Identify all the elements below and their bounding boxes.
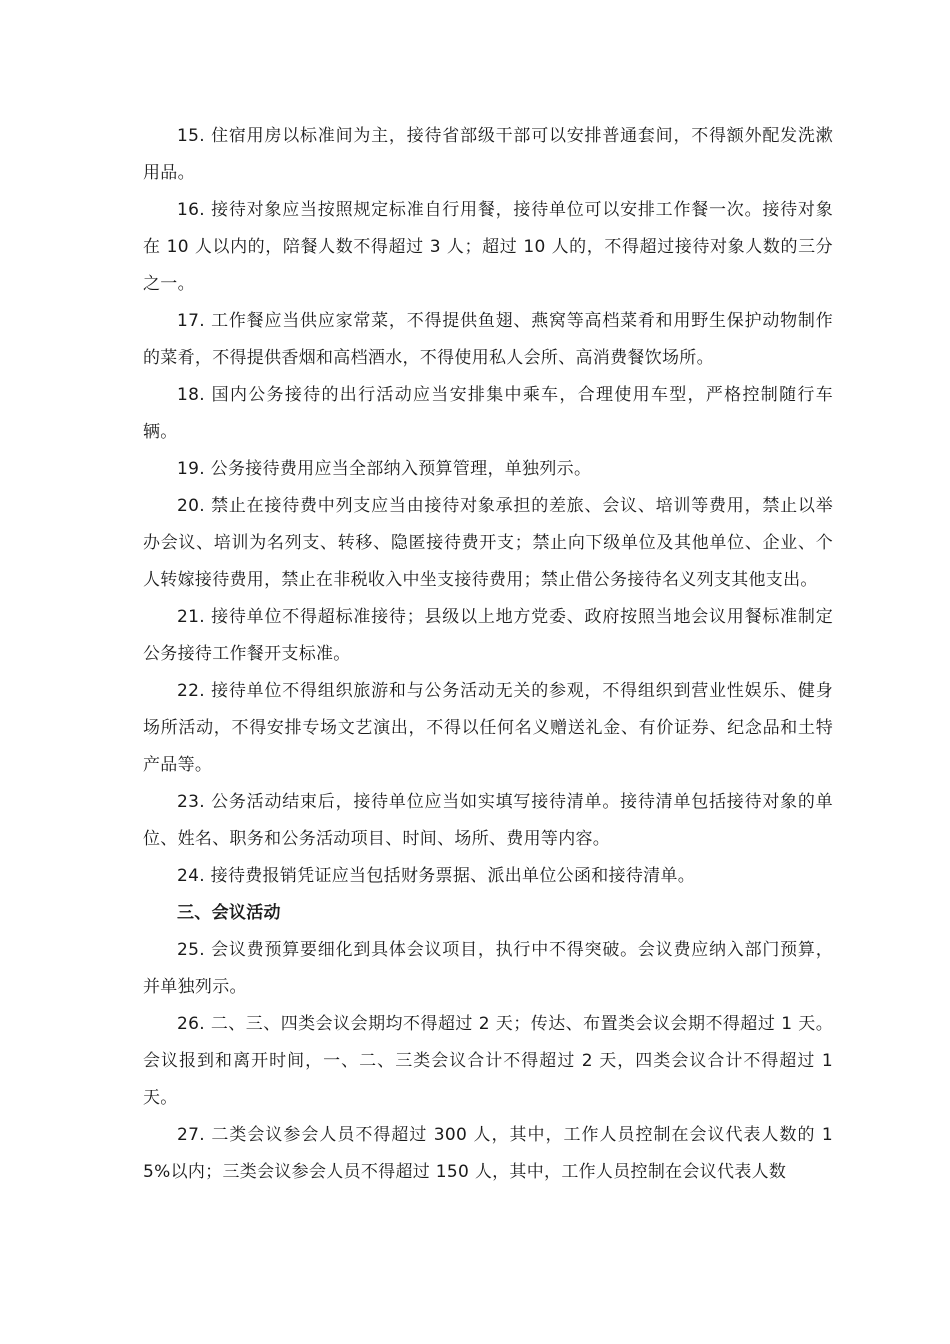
paragraph-16: 16. 接待对象应当按照规定标准自行用餐，接待单位可以安排工作餐一次。接待对象在 10 人以内的，陪餐人数不得超过 3 人；超过 10 人的，不得超过接待对象人数的三分之一。 — [143, 200, 833, 294]
paragraph-17: 17. 工作餐应当供应家常菜，不得提供鱼翅、燕窝等高档菜肴和用野生保护动物制作的菜肴，不得提供香烟和高档酒水，不得使用私人会所、高消费餐饮场所。 — [143, 311, 833, 368]
paragraph-19: 19. 公务接待费用应当全部纳入预算管理，单独列示。 — [177, 459, 592, 479]
document-body — [143, 118, 833, 1191]
paragraph-27: 27. 二类会议参会人员不得超过 300 人，其中，工作人员控制在会议代表人数的 15%以内；三类会议参会人员不得超过 150 人，其中，工作人员控制在会议代表人数 — [143, 1125, 833, 1182]
paragraph-23: 23. 公务活动结束后，接待单位应当如实填写接待清单。接待清单包括接待对象的单位、姓名、职务和公务活动项目、时间、场所、费用等内容。 — [143, 792, 833, 849]
paragraph-22: 22. 接待单位不得组织旅游和与公务活动无关的参观，不得组织到营业性娱乐、健身场所活动，不得安排专场文艺演出，不得以任何名义赠送礼金、有价证券、纪念品和土特产品等。 — [143, 681, 833, 775]
paragraph-20: 20. 禁止在接待费中列支应当由接待对象承担的差旅、会议、培训等费用，禁止以举办会议、培训为名列支、转移、隐匿接待费开支；禁止向下级单位及其他单位、企业、个人转嫁接待费用，禁止在非税收入中坐支接待费用；禁止借公务接待名义列支其他支出。 — [143, 496, 833, 590]
paragraph-15: 15. 住宿用房以标准间为主，接待省部级干部可以安排普通套间，不得额外配发洗漱用品。 — [143, 126, 833, 183]
paragraph-21: 21. 接待单位不得超标准接待；县级以上地方党委、政府按照当地会议用餐标准制定公务接待工作餐开支标准。 — [143, 607, 833, 664]
paragraph-18: 18. 国内公务接待的出行活动应当安排集中乘车，合理使用车型，严格控制随行车辆。 — [143, 385, 833, 442]
paragraph-24: 24. 接待费报销凭证应当包括财务票据、派出单位公函和接待清单。 — [177, 866, 696, 886]
paragraph-26: 26. 二、三、四类会议会期均不得超过 2 天；传达、布置类会议会期不得超过 1 天。会议报到和离开时间，一、二、三类会议合计不得超过 2 天，四类会议合计不得超过 1 天。 — [143, 1014, 833, 1108]
paragraph-25: 25. 会议费预算要细化到具体会议项目，执行中不得突破。会议费应纳入部门预算，并单独列示。 — [143, 940, 833, 997]
section-heading-meetings: 三、会议活动 — [177, 903, 281, 923]
